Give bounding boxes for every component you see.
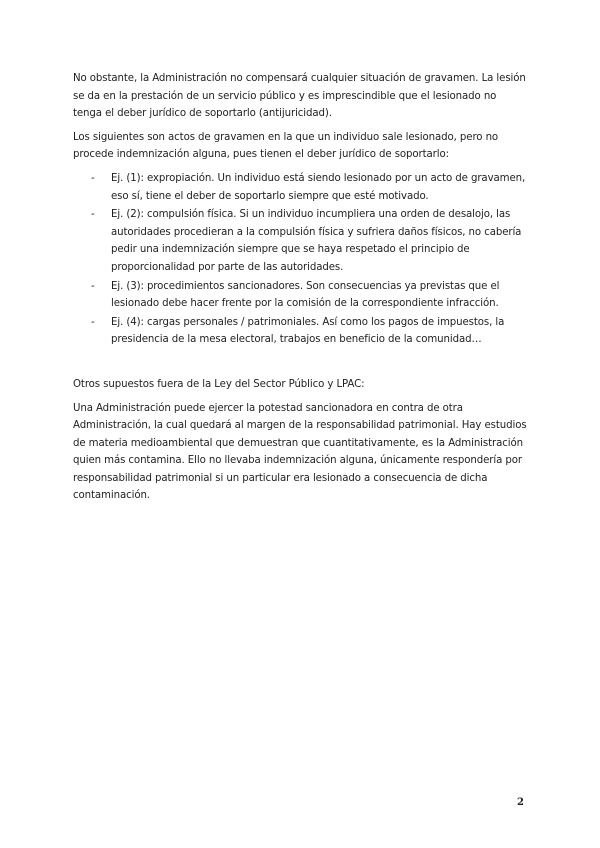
section-paragraph: Una Administración puede ejercer la potestad sancionadora en contra de otra Administración, la cual quedará al margen de la responsabilidad patrimonial. Hay estudios de materia medioambiental que demuestran que cuantitativamente, es la Administración quien más contamina. Ello no llevaba indemnización alguna, únicamente respondería por responsabilidad patrimonial si un particular era lesionado a consecuencia de dicha contaminación. (73, 402, 527, 502)
list-marker: - (91, 209, 95, 221)
paragraph-actos-gravamen: Los siguientes son actos de gravamen en la que un individuo sale lesionado, pero no procede indemnización alguna, pues tienen el deber jurídico de soportarlo: (73, 131, 499, 161)
section-heading: Otros supuestos fuera de la Ley del Sector Público y LPAC: (73, 378, 365, 390)
examples-list (73, 170, 528, 349)
list-item-text: Ej. (3): procedimientos sancionadores. Son consecuencias ya previstas que el lesionado debe hacer frente por la comisión de la correspondiente infracción. (111, 280, 500, 310)
list-item-text: Ej. (2): compulsión física. Si un individuo incumpliera una orden de desalojo, las autoridades procedieran a la compulsión física y sufriera daños físicos, no cabería pedir una indemnización siempre que se haya respetado el principio de proporcionalidad por parte de las autoridades. (111, 209, 522, 273)
page-number: 2 (517, 797, 524, 808)
section-spacer (73, 350, 528, 376)
document-body (73, 70, 528, 511)
list-item (73, 278, 528, 313)
list-item (73, 170, 528, 205)
list-item (73, 314, 528, 349)
list-item-text: Ej. (1): expropiación. Un individuo está siendo lesionado por un acto de gravamen, eso sí, tiene el deber de soportarlo siempre que esté motivado. (111, 172, 526, 202)
list-marker: - (91, 280, 95, 292)
list-item-text: Ej. (4): cargas personales / patrimoniales. Así como los pagos de impuestos, la presidencia de la mesa electoral, trabajos en beneficio de la comunidad… (111, 316, 505, 346)
paragraph-antijuricidad: No obstante, la Administración no compensará cualquier situación de gravamen. La lesión se da en la prestación de un servicio público y es imprescindible que el lesionado no tenga el deber jurídico de soportarlo (antijuricidad). (73, 73, 526, 120)
list-marker: - (91, 172, 95, 184)
list-marker: - (91, 316, 95, 328)
list-item (73, 206, 528, 276)
